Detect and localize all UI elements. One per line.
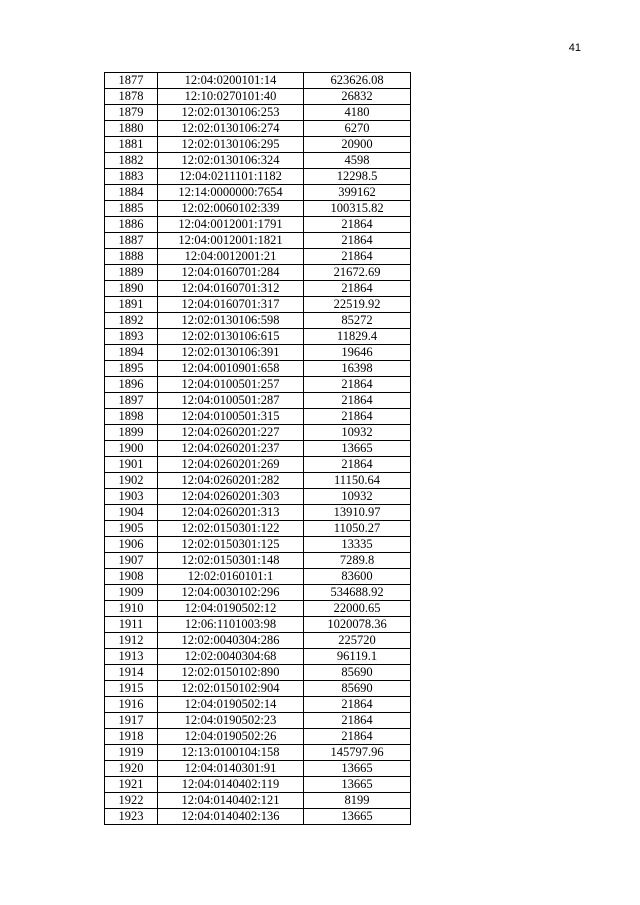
row-number-cell: 1892	[105, 313, 158, 329]
table-row	[105, 457, 411, 473]
cadastral-number-cell: 12:02:0150102:890	[158, 665, 304, 681]
cadastral-number-cell: 12:02:0040304:68	[158, 649, 304, 665]
cadastral-number-cell: 12:04:0010901:658	[158, 361, 304, 377]
value-cell: 21864	[304, 729, 411, 745]
cadastral-number-cell: 12:04:0200101:14	[158, 73, 304, 89]
row-number-cell: 1890	[105, 281, 158, 297]
row-number-cell: 1919	[105, 745, 158, 761]
value-cell: 1020078.36	[304, 617, 411, 633]
row-number-cell: 1911	[105, 617, 158, 633]
value-cell: 21864	[304, 409, 411, 425]
table-row	[105, 377, 411, 393]
value-cell: 26832	[304, 89, 411, 105]
data-table	[104, 72, 411, 825]
row-number-cell: 1880	[105, 121, 158, 137]
cadastral-number-cell: 12:04:0260201:313	[158, 505, 304, 521]
value-cell: 4180	[304, 105, 411, 121]
table-row	[105, 601, 411, 617]
cadastral-number-cell: 12:02:0150301:148	[158, 553, 304, 569]
row-number-cell: 1889	[105, 265, 158, 281]
table-row	[105, 729, 411, 745]
row-number-cell: 1879	[105, 105, 158, 121]
row-number-cell: 1901	[105, 457, 158, 473]
row-number-cell: 1906	[105, 537, 158, 553]
cadastral-number-cell: 12:02:0130106:324	[158, 153, 304, 169]
cadastral-number-cell: 12:04:0140402:119	[158, 777, 304, 793]
row-number-cell: 1903	[105, 489, 158, 505]
table-row	[105, 121, 411, 137]
table-row	[105, 777, 411, 793]
value-cell: 21864	[304, 281, 411, 297]
value-cell: 13665	[304, 441, 411, 457]
table-row	[105, 633, 411, 649]
table-row	[105, 73, 411, 89]
cadastral-number-cell: 12:04:0100501:315	[158, 409, 304, 425]
table-row	[105, 745, 411, 761]
cadastral-number-cell: 12:04:0190502:26	[158, 729, 304, 745]
page-number: 41	[568, 42, 581, 54]
value-cell: 21672.69	[304, 265, 411, 281]
value-cell: 13335	[304, 537, 411, 553]
value-cell: 8199	[304, 793, 411, 809]
value-cell: 21864	[304, 249, 411, 265]
table-row	[105, 185, 411, 201]
table-row	[105, 489, 411, 505]
cadastral-number-cell: 12:04:0030102:296	[158, 585, 304, 601]
row-number-cell: 1915	[105, 681, 158, 697]
cadastral-number-cell: 12:02:0130106:295	[158, 137, 304, 153]
row-number-cell: 1918	[105, 729, 158, 745]
value-cell: 13910.97	[304, 505, 411, 521]
table-row	[105, 761, 411, 777]
table-row	[105, 105, 411, 121]
row-number-cell: 1912	[105, 633, 158, 649]
cadastral-number-cell: 12:02:0040304:286	[158, 633, 304, 649]
value-cell: 21864	[304, 457, 411, 473]
table-row	[105, 265, 411, 281]
row-number-cell: 1895	[105, 361, 158, 377]
row-number-cell: 1902	[105, 473, 158, 489]
table-row	[105, 137, 411, 153]
value-cell: 20900	[304, 137, 411, 153]
row-number-cell: 1884	[105, 185, 158, 201]
value-cell: 21864	[304, 697, 411, 713]
table-row	[105, 553, 411, 569]
row-number-cell: 1888	[105, 249, 158, 265]
row-number-cell: 1878	[105, 89, 158, 105]
value-cell: 16398	[304, 361, 411, 377]
row-number-cell: 1920	[105, 761, 158, 777]
table-row	[105, 473, 411, 489]
cadastral-number-cell: 12:06:1101003:98	[158, 617, 304, 633]
table-row	[105, 169, 411, 185]
value-cell: 623626.08	[304, 73, 411, 89]
cadastral-number-cell: 12:04:0100501:257	[158, 377, 304, 393]
value-cell: 13665	[304, 777, 411, 793]
row-number-cell: 1898	[105, 409, 158, 425]
cadastral-number-cell: 12:02:0130106:253	[158, 105, 304, 121]
value-cell: 399162	[304, 185, 411, 201]
table-body	[105, 73, 411, 825]
table-row	[105, 281, 411, 297]
cadastral-number-cell: 12:02:0130106:274	[158, 121, 304, 137]
table-row	[105, 585, 411, 601]
table-row	[105, 217, 411, 233]
cadastral-number-cell: 12:13:0100104:158	[158, 745, 304, 761]
row-number-cell: 1893	[105, 329, 158, 345]
table-row	[105, 313, 411, 329]
row-number-cell: 1897	[105, 393, 158, 409]
table-row	[105, 649, 411, 665]
cadastral-number-cell: 12:04:0190502:23	[158, 713, 304, 729]
table-row	[105, 249, 411, 265]
row-number-cell: 1896	[105, 377, 158, 393]
cadastral-number-cell: 12:04:0260201:237	[158, 441, 304, 457]
row-number-cell: 1877	[105, 73, 158, 89]
value-cell: 100315.82	[304, 201, 411, 217]
cadastral-number-cell: 12:04:0012001:21	[158, 249, 304, 265]
value-cell: 10932	[304, 425, 411, 441]
row-number-cell: 1904	[105, 505, 158, 521]
row-number-cell: 1883	[105, 169, 158, 185]
table-row	[105, 153, 411, 169]
cadastral-number-cell: 12:04:0190502:12	[158, 601, 304, 617]
cadastral-number-cell: 12:04:0160701:312	[158, 281, 304, 297]
cadastral-number-cell: 12:04:0100501:287	[158, 393, 304, 409]
value-cell: 10932	[304, 489, 411, 505]
table-row	[105, 681, 411, 697]
row-number-cell: 1922	[105, 793, 158, 809]
value-cell: 22519.92	[304, 297, 411, 313]
value-cell: 21864	[304, 713, 411, 729]
cadastral-number-cell: 12:04:0012001:1821	[158, 233, 304, 249]
row-number-cell: 1881	[105, 137, 158, 153]
value-cell: 85690	[304, 665, 411, 681]
cadastral-number-cell: 12:04:0260201:227	[158, 425, 304, 441]
row-number-cell: 1885	[105, 201, 158, 217]
cadastral-number-cell: 12:14:0000000:7654	[158, 185, 304, 201]
cadastral-number-cell: 12:02:0150102:904	[158, 681, 304, 697]
table-row	[105, 89, 411, 105]
row-number-cell: 1887	[105, 233, 158, 249]
value-cell: 21864	[304, 393, 411, 409]
row-number-cell: 1910	[105, 601, 158, 617]
row-number-cell: 1907	[105, 553, 158, 569]
value-cell: 12298.5	[304, 169, 411, 185]
value-cell: 85690	[304, 681, 411, 697]
value-cell: 4598	[304, 153, 411, 169]
table-row	[105, 793, 411, 809]
row-number-cell: 1914	[105, 665, 158, 681]
cadastral-number-cell: 12:04:0190502:14	[158, 697, 304, 713]
row-number-cell: 1921	[105, 777, 158, 793]
row-number-cell: 1891	[105, 297, 158, 313]
value-cell: 83600	[304, 569, 411, 585]
table-row	[105, 569, 411, 585]
value-cell: 21864	[304, 217, 411, 233]
table-row	[105, 233, 411, 249]
value-cell: 85272	[304, 313, 411, 329]
value-cell: 534688.92	[304, 585, 411, 601]
row-number-cell: 1899	[105, 425, 158, 441]
cadastral-number-cell: 12:10:0270101:40	[158, 89, 304, 105]
cadastral-number-cell: 12:02:0150301:122	[158, 521, 304, 537]
cadastral-number-cell: 12:02:0130106:391	[158, 345, 304, 361]
cadastral-number-cell: 12:04:0140301:91	[158, 761, 304, 777]
row-number-cell: 1905	[105, 521, 158, 537]
value-cell: 22000.65	[304, 601, 411, 617]
value-cell: 19646	[304, 345, 411, 361]
value-cell: 13665	[304, 809, 411, 825]
value-cell: 11150.64	[304, 473, 411, 489]
table-row	[105, 345, 411, 361]
value-cell: 96119.1	[304, 649, 411, 665]
table-row	[105, 809, 411, 825]
row-number-cell: 1900	[105, 441, 158, 457]
cadastral-number-cell: 12:04:0140402:121	[158, 793, 304, 809]
cadastral-number-cell: 12:02:0150301:125	[158, 537, 304, 553]
table-row	[105, 201, 411, 217]
cadastral-number-cell: 12:04:0012001:1791	[158, 217, 304, 233]
cadastral-number-cell: 12:04:0260201:303	[158, 489, 304, 505]
table-row	[105, 441, 411, 457]
table-row	[105, 521, 411, 537]
row-number-cell: 1886	[105, 217, 158, 233]
value-cell: 225720	[304, 633, 411, 649]
row-number-cell: 1908	[105, 569, 158, 585]
cadastral-number-cell: 12:04:0260201:282	[158, 473, 304, 489]
table-row	[105, 393, 411, 409]
table-row	[105, 329, 411, 345]
value-cell: 11050.27	[304, 521, 411, 537]
table-row	[105, 425, 411, 441]
table-row	[105, 713, 411, 729]
table-row	[105, 361, 411, 377]
table-row	[105, 409, 411, 425]
value-cell: 21864	[304, 377, 411, 393]
cadastral-number-cell: 12:02:0060102:339	[158, 201, 304, 217]
cadastral-number-cell: 12:02:0130106:615	[158, 329, 304, 345]
cadastral-number-cell: 12:04:0160701:317	[158, 297, 304, 313]
cadastral-number-cell: 12:02:0130106:598	[158, 313, 304, 329]
cadastral-number-cell: 12:02:0160101:1	[158, 569, 304, 585]
value-cell: 21864	[304, 233, 411, 249]
cadastral-number-cell: 12:04:0160701:284	[158, 265, 304, 281]
table-row	[105, 697, 411, 713]
table-row	[105, 505, 411, 521]
cadastral-number-cell: 12:04:0260201:269	[158, 457, 304, 473]
row-number-cell: 1917	[105, 713, 158, 729]
row-number-cell: 1882	[105, 153, 158, 169]
row-number-cell: 1913	[105, 649, 158, 665]
row-number-cell: 1894	[105, 345, 158, 361]
value-cell: 6270	[304, 121, 411, 137]
table-row	[105, 617, 411, 633]
value-cell: 7289.8	[304, 553, 411, 569]
row-number-cell: 1923	[105, 809, 158, 825]
cadastral-number-cell: 12:04:0211101:1182	[158, 169, 304, 185]
row-number-cell: 1909	[105, 585, 158, 601]
value-cell: 145797.96	[304, 745, 411, 761]
cadastral-number-cell: 12:04:0140402:136	[158, 809, 304, 825]
row-number-cell: 1916	[105, 697, 158, 713]
value-cell: 13665	[304, 761, 411, 777]
value-cell: 11829.4	[304, 329, 411, 345]
table-row	[105, 537, 411, 553]
table-row	[105, 665, 411, 681]
table-row	[105, 297, 411, 313]
